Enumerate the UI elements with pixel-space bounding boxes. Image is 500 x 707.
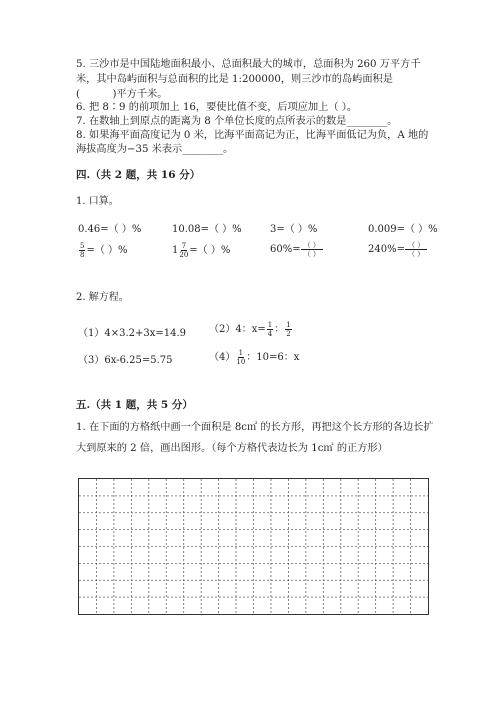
equation-head: （2）4：x= (209, 324, 266, 335)
equation-4 (209, 348, 299, 366)
question-1-title: 1. 口算。 (76, 196, 119, 207)
grid-lines (79, 479, 428, 614)
fraction-denominator: 2 (286, 330, 291, 338)
oral-calc-3: 3=（ ）% (270, 224, 318, 235)
equation-tail: ：10=6：x (246, 352, 300, 363)
fraction-denominator: 10 (236, 358, 246, 366)
fraction-numerator: （ ） (405, 241, 427, 250)
problem-5-line-2: 米，其中岛屿面积与总面积的比是 1:200000，则三沙市的岛屿面积是 (76, 74, 393, 85)
oral-calc-8 (368, 241, 427, 258)
section-5-q1-line-1: 1. 在下面的方格纸中画一个面积是 8c㎡ 的长方形，再把这个长方形的各边长扩 (76, 422, 434, 433)
calc-tail: =（ ）% (86, 245, 128, 256)
fraction-denominator: （ ） (303, 250, 320, 258)
blank-fraction[interactable] (405, 241, 427, 258)
calc-tail: =（ ）% (189, 245, 231, 256)
graph-paper-grid[interactable] (78, 478, 429, 615)
section-4-title: 四.（共 2 题，共 16 分） (76, 169, 201, 181)
problem-5-line-3 (76, 88, 167, 102)
fraction-denominator: 4 (267, 330, 273, 338)
fraction-numerator: （ ） (301, 241, 323, 250)
section-5-q1-line-2: 大到原来的 2 倍，画出图形。（每个方格代表边长为 1c㎡ 的正方形） (76, 443, 388, 454)
fraction-denominator: （ ） (407, 250, 425, 258)
answer-paren-open: ( (76, 89, 80, 100)
calc-head: 240%= (368, 244, 405, 255)
fraction (236, 349, 245, 366)
equation-1: （1）4×3.2+3x=14.9 (78, 328, 187, 339)
oral-calc-2: 10.08=（ ）% (172, 224, 242, 235)
mixed-whole: 1 (172, 245, 179, 256)
fraction (285, 321, 291, 338)
fraction-numerator: 5 (80, 242, 85, 250)
oral-calc-4: 0.009=（ ）% (368, 224, 438, 235)
problem-8-line-2: 海拔高度为−35 米表示________。 (76, 144, 234, 155)
oral-calc-5 (78, 241, 128, 259)
oral-calc-1: 0.46=（ ）% (78, 224, 142, 235)
fraction-denominator: 8 (80, 251, 85, 259)
fraction (267, 321, 273, 338)
fraction (79, 242, 85, 259)
problem-8-line-1: 8. 如果海平面高度记为 0 米，比海平面高记为正，比海平面低记为负，A 地的 (76, 130, 429, 141)
answer-paren-close: )平方千米。 (112, 89, 168, 100)
equation-3: （3）6x-6.25=5.75 (78, 355, 173, 366)
fraction (179, 242, 188, 259)
problem-7: 7. 在数轴上到原点的距离为 8 个单位长度的点所表示的数是________。 (76, 116, 398, 127)
oral-calc-6 (172, 241, 230, 259)
fraction-numerator: 7 (181, 242, 187, 250)
question-2-title: 2. 解方程。 (76, 292, 129, 303)
problem-6: 6. 把 8∶9 的前项加上 16，要使比值不变，后项应加上（ ）。 (76, 102, 358, 113)
oral-calc-7 (270, 241, 323, 258)
section-5-title: 五.（共 1 题，共 5 分） (76, 399, 193, 411)
blank-fraction[interactable] (301, 241, 323, 258)
fraction-numerator: 1 (238, 349, 244, 357)
problem-5-line-1: 5. 三沙市是中国陆地面积最小、总面积最大的城市，总面积为 260 万平方千 (76, 59, 421, 70)
calc-head: 60%= (270, 244, 301, 255)
ratio-colon: ： (274, 324, 285, 335)
fraction-numerator: 1 (286, 321, 291, 329)
fraction-denominator: 20 (179, 251, 189, 259)
fraction-numerator: 1 (267, 321, 273, 329)
equation-2 (209, 320, 293, 338)
equation-head: （4） (209, 352, 236, 363)
